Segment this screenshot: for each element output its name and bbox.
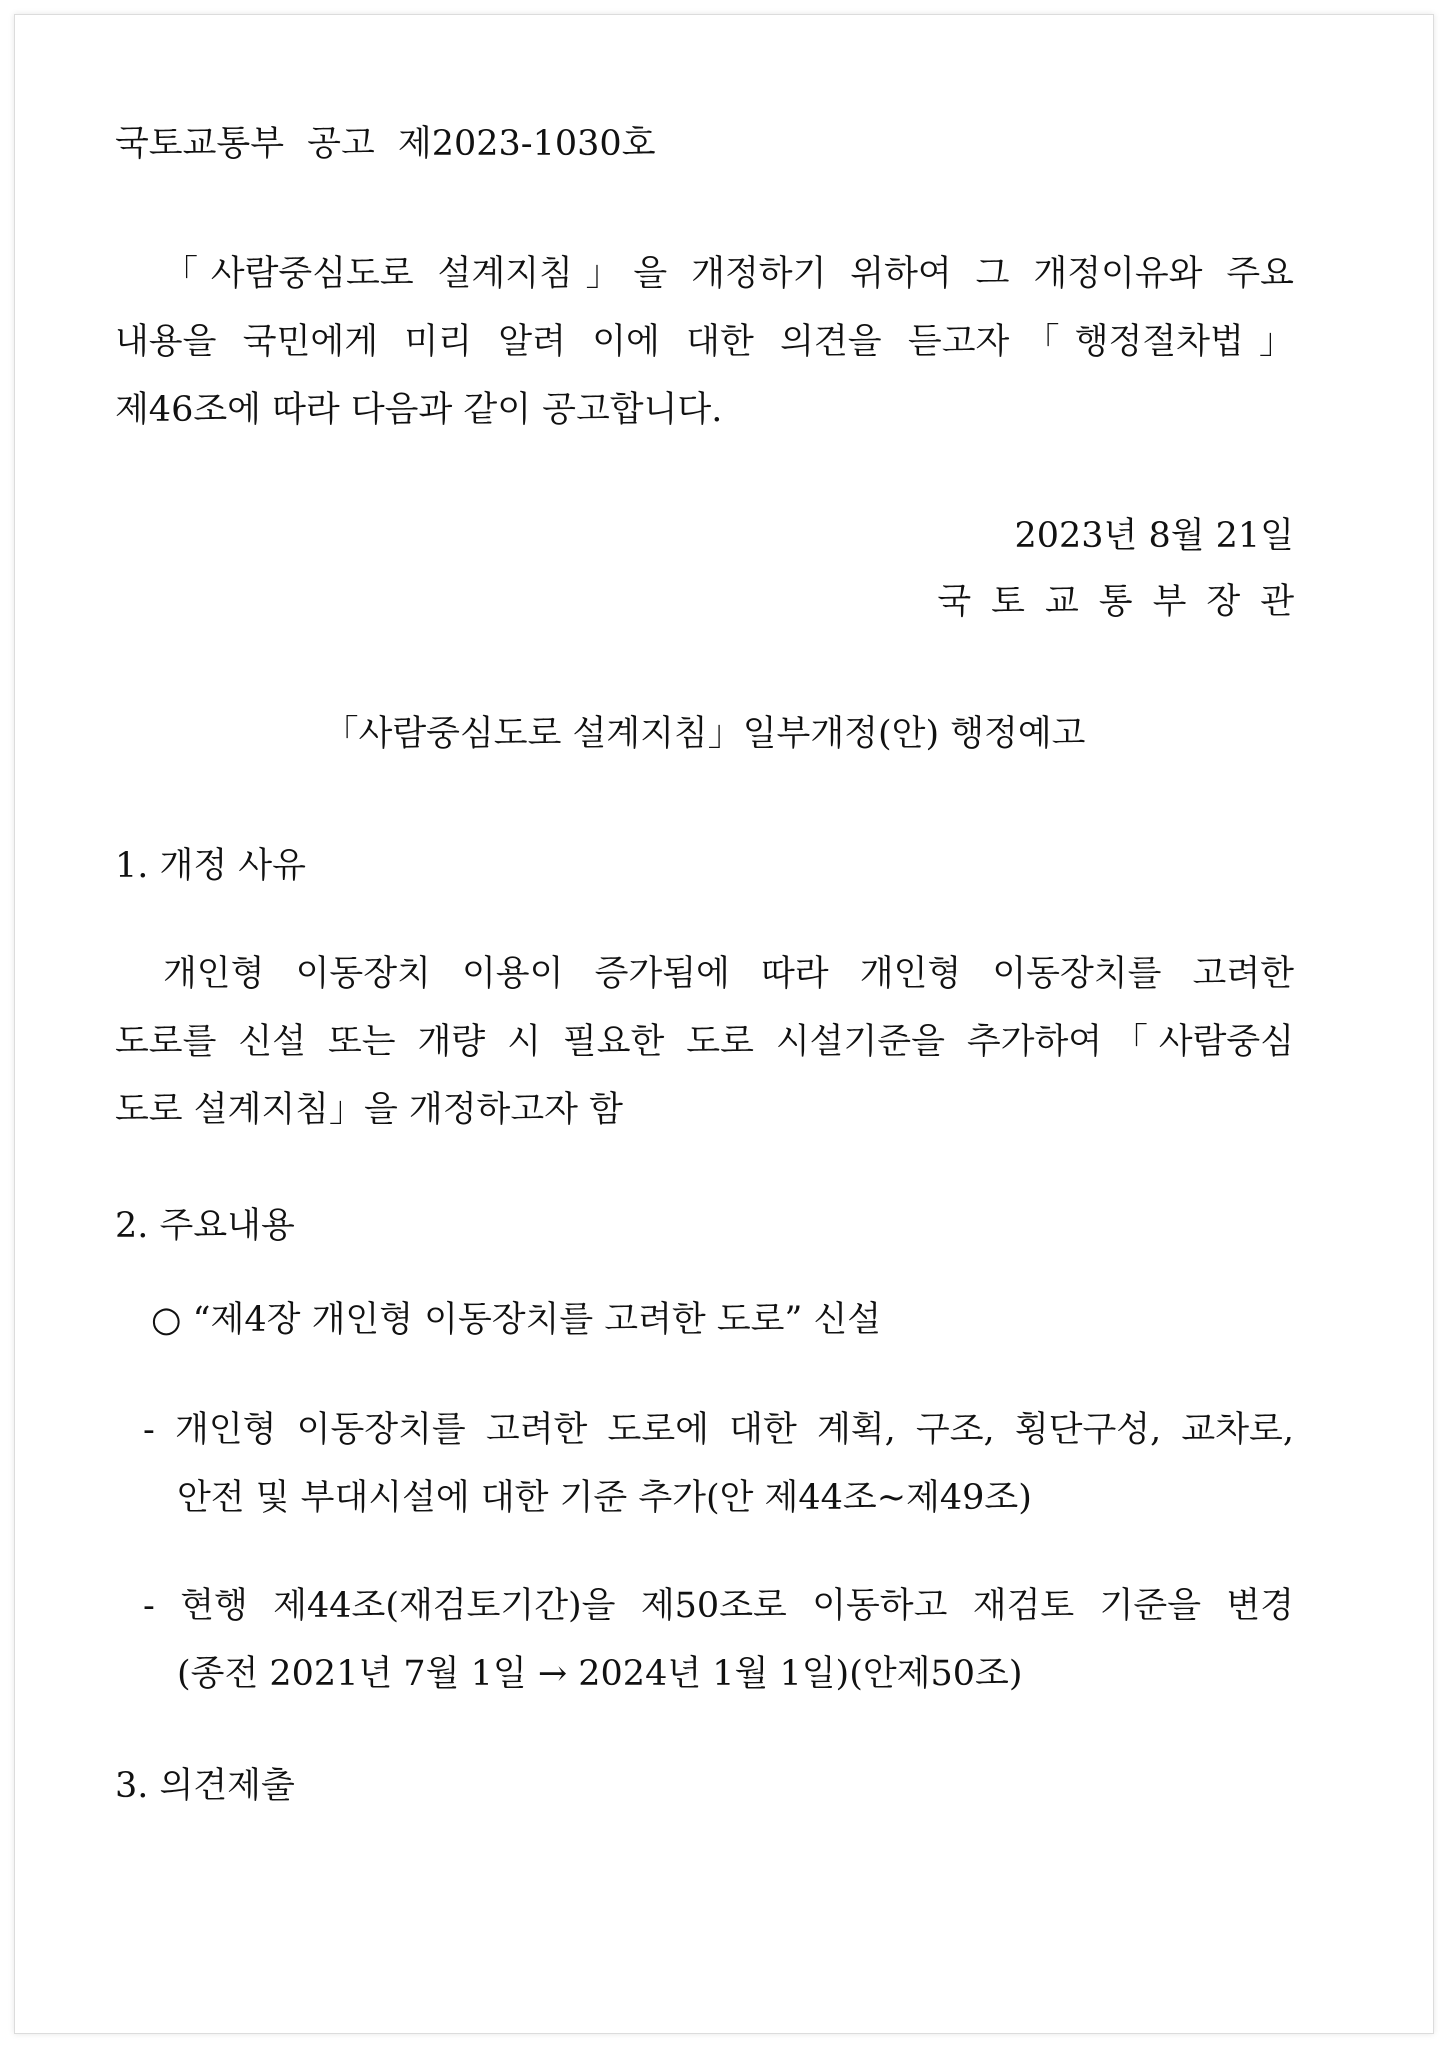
document-page <box>14 14 1434 2034</box>
intro-line-1: 「사람중심도로 설계지침」을 개정하기 위하여 그 개정이유와 주요 <box>163 254 1294 294</box>
main-bullet: ○ “제4장 개인형 이동장치를 고려한 도로” 신설 <box>151 1300 882 1340</box>
main-item-1-line-1: - 개인형 이동장치를 고려한 도로에 대한 계획, 구조, 횡단구성, 교차로, <box>143 1410 1294 1450</box>
main-item-2-line-1: - 현행 제44조(재검토기간)을 제50조로 이동하고 재검토 기준을 변경 <box>143 1586 1294 1626</box>
reason-line-1: 개인형 이동장치 이용이 증가됨에 따라 개인형 이동장치를 고려한 <box>163 954 1294 994</box>
document-title: 「사람중심도로 설계지침」일부개정(안) 행정예고 <box>323 714 1086 754</box>
issuer-name <box>115 579 1314 625</box>
main-item-1-line-2: 안전 및 부대시설에 대한 기준 추가(안 제44조~제49조) <box>177 1478 1032 1518</box>
intro-line-2: 내용을 국민에게 미리 알려 이에 대한 의견을 듣고자「행정절차법」 <box>115 322 1294 362</box>
notice-date: 2023년 8월 21일 <box>1014 516 1294 556</box>
reason-line-3: 도로 설계지침」을 개정하고자 함 <box>115 1090 623 1130</box>
reason-line-2: 도로를 신설 또는 개량 시 필요한 도로 시설기준을 추가하여「사람중심 <box>115 1022 1294 1062</box>
notice-number: 국토교통부 공고 제2023-1030호 <box>115 124 656 164</box>
issuer-name-text: 국토교통부장관 <box>937 582 1314 622</box>
intro-line-3: 제46조에 따라 다음과 같이 공고합니다. <box>115 390 723 430</box>
section-heading-main: 2. 주요내용 <box>115 1206 295 1246</box>
section-heading-reason: 1. 개정 사유 <box>115 846 306 886</box>
section-heading-opinion: 3. 의견제출 <box>115 1766 295 1806</box>
main-item-2-line-2: (종전 2021년 7월 1일 → 2024년 1월 1일)(안제50조) <box>177 1654 1023 1694</box>
